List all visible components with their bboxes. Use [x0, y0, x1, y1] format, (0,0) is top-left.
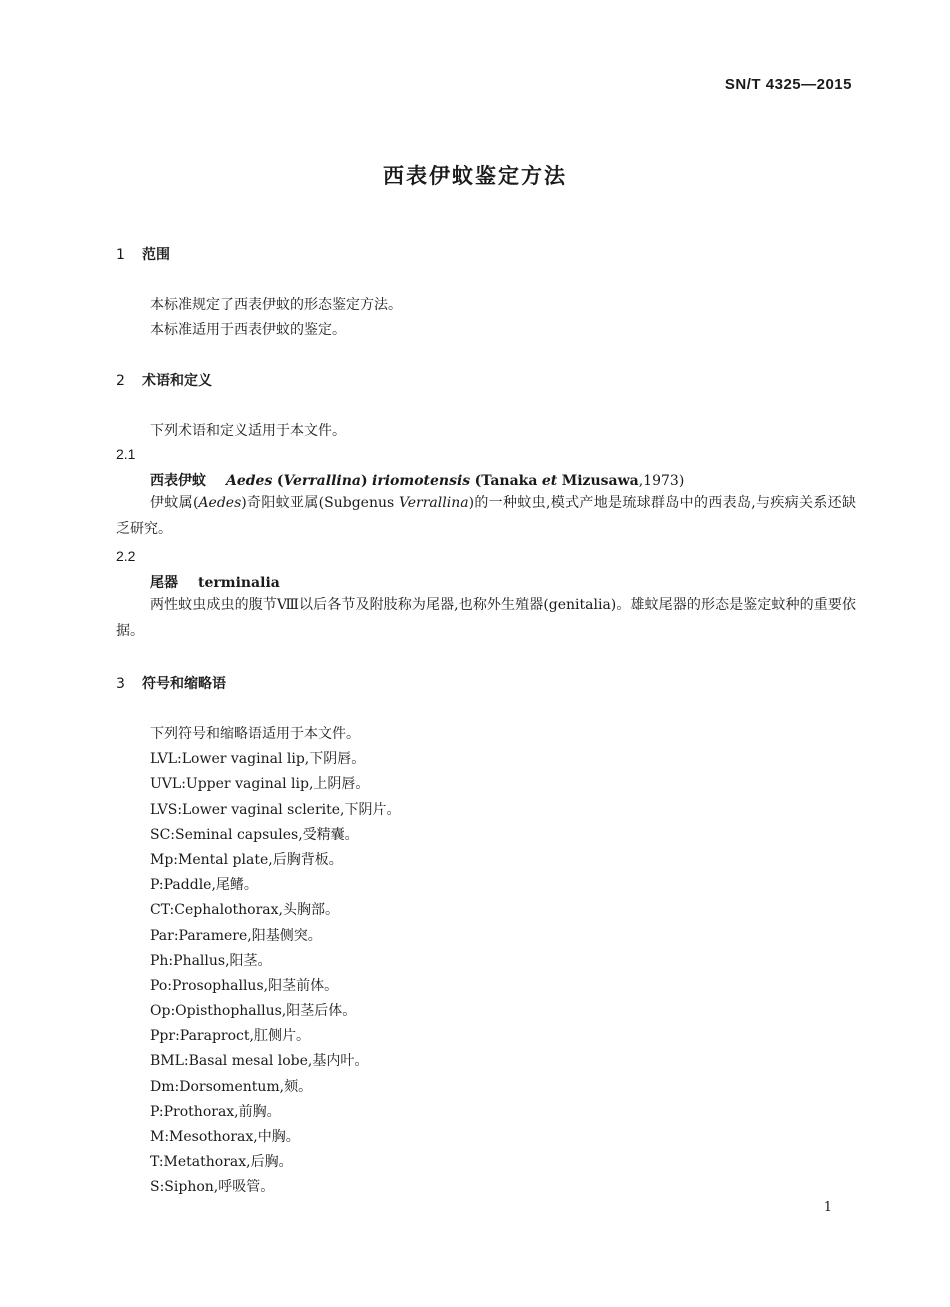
abbreviation-intro: 下列符号和缩略语适用于本文件。 — [150, 726, 360, 742]
term-paren: ) — [360, 473, 368, 489]
page-number: 1 — [823, 1200, 832, 1215]
term-author-1: Tanaka — [481, 473, 538, 489]
term-paren: ( — [276, 473, 284, 489]
list-item: Ppr:Paraproct,肛侧片。 — [150, 1028, 310, 1045]
term-genus: Aedes — [226, 473, 273, 489]
list-item: S:Siphon,呼吸管。 — [150, 1179, 275, 1196]
term-2-1-heading — [150, 470, 684, 490]
abbreviation-list — [150, 722, 401, 1201]
term-zh: 西表伊蚊 — [150, 473, 206, 489]
term-2-2-definition: 两性蚊虫成虫的腹节Ⅷ以后各节及附肢称为尾器,也称外生殖器(genitalia)。雄蚊尾器的形态是鉴定蚊种的重要依据。 — [116, 597, 856, 639]
document-title: 西表伊蚊鉴定方法 — [383, 164, 567, 188]
def-subgenus: Verrallina — [398, 495, 469, 511]
section-3-heading — [116, 673, 226, 693]
list-item: Op:Opisthophallus,阳茎后体。 — [150, 1003, 357, 1020]
section-number: 3 — [116, 676, 125, 692]
section-1-heading — [116, 244, 170, 264]
section-title: 符号和缩略语 — [142, 676, 226, 692]
term-species: iriomotensis — [372, 473, 471, 489]
list-item: CT:Cephalothorax,头胸部。 — [150, 902, 339, 919]
list-item: T:Metathorax,后胸。 — [150, 1154, 293, 1171]
list-item: BML:Basal mesal lobe,基内叶。 — [150, 1053, 369, 1070]
def-genus: Aedes — [198, 495, 242, 511]
standard-number: SN/T 4325—2015 — [724, 76, 852, 93]
list-item: M:Mesothorax,中胸。 — [150, 1129, 300, 1145]
def-text: 伊蚊属( — [150, 495, 199, 511]
list-item: UVL:Upper vaginal lip,上阴唇。 — [150, 776, 370, 793]
list-item: Po:Prosophallus,阳茎前体。 — [150, 977, 339, 994]
term-2-2-heading — [150, 572, 280, 592]
list-item: LVS:Lower vaginal sclerite,下阴片。 — [150, 801, 401, 818]
section-1-paragraph-1: 本标准规定了西表伊蚊的形态鉴定方法。 — [150, 297, 402, 313]
term-2-1-number: 2.1 — [116, 446, 136, 462]
section-title: 范围 — [142, 247, 170, 263]
term-zh: 尾器 — [150, 575, 178, 591]
term-et: et — [541, 473, 558, 489]
list-item: P:Prothorax,前胸。 — [150, 1103, 281, 1120]
section-number: 1 — [116, 247, 125, 263]
term-subgenus: Verrallina — [283, 473, 361, 489]
list-item: SC:Seminal capsules,受精囊。 — [150, 826, 359, 843]
term-en: terminalia — [198, 575, 280, 591]
term-2-2-number: 2.2 — [116, 548, 136, 564]
section-1-paragraph-2: 本标准适用于西表伊蚊的鉴定。 — [150, 322, 346, 338]
term-author-2: Mizusawa — [561, 473, 639, 489]
section-number: 2 — [116, 373, 125, 389]
term-year: ,1973) — [638, 473, 685, 489]
def-text: )奇阳蚊亚属(Subgenus — [241, 495, 399, 511]
list-item: Dm:Dorsomentum,颏。 — [150, 1078, 313, 1095]
list-item: P:Paddle,尾鳍。 — [150, 877, 258, 894]
list-item: Ph:Phallus,阳茎。 — [150, 952, 272, 969]
list-item: LVL:Lower vaginal lip,下阴唇。 — [150, 751, 366, 768]
term-paren: ( — [474, 473, 482, 489]
section-title: 术语和定义 — [142, 373, 212, 389]
section-2-intro: 下列术语和定义适用于本文件。 — [150, 423, 346, 439]
section-2-heading — [116, 370, 212, 390]
list-item: Par:Paramere,阳基侧突。 — [150, 927, 322, 944]
def-text: )的一种蚊虫,模式产地是琉球群岛中的西表岛,与疾病关系还缺乏研究。 — [116, 495, 856, 537]
list-item: Mp:Mental plate,后胸背板。 — [150, 851, 343, 868]
term-2-1-definition — [116, 490, 856, 542]
